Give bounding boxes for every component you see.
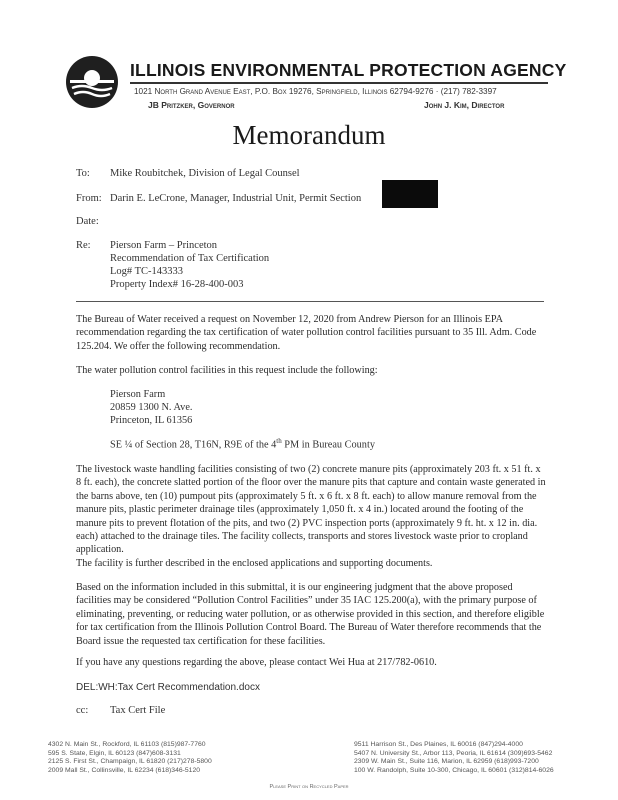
from-value: Darin E. LeCrone, Manager, Industrial Unit, Permit Section <box>110 193 362 204</box>
footer-address: 9511 Harrison St., Des Plaines, IL 60016 (847)294-4000 <box>354 741 523 748</box>
paragraph-request: The Bureau of Water received a request on November 12, 2020 from Andrew Pierson for an Illinois EPA recommendation regarding the tax certification of water pollution control facilities pursuant to 35 Ill. Adm. Code 125.204. We offer the following recommendation. <box>76 314 537 352</box>
footer-offices-right <box>354 741 554 775</box>
footer-address: 2125 S. First St., Champaign, IL 61820 (217)278-5800 <box>48 758 212 766</box>
facility-location <box>110 437 375 450</box>
paragraph-facilities-intro: The water pollution control facilities in this request include the following: <box>76 365 378 376</box>
paragraph-description: The livestock waste handling facilities consisting of two (2) concrete manure pits (approximately 203 ft. x 51 ft. x 8 ft. each), the concrete slatted portion of the floor over the manure pits that capture and contain waste generated in the barns above, ten (10) pumpout pits (approximately 5 ft. x 6 ft. x 8 ft. each) to allow manure removal from the manure pits, plastic perimeter drainage tiles (approximately 1,050 ft. x 4 in.) located around the footing of the manure pits to prevent flotation of the pits, and two (2) PVC inspection ports (approximately 9 ft. ht. x 12 in. dia. each) attached to the drainage tiles. The facility collects, transports and stores livestock waste prior to cropland application. <box>76 464 546 556</box>
location-superscript: th <box>276 437 282 445</box>
footer-address: 2009 Mall St., Collinsville, IL 62234 (618)346-5120 <box>48 766 201 774</box>
file-reference: DEL:WH:Tax Cert Recommendation.docx <box>76 682 260 693</box>
location-text: SE ¼ of Section 28, T16N, R9E of the 4 <box>110 439 277 451</box>
to-value: Mike Roubitchek, Division of Legal Counsel <box>110 168 300 179</box>
to-label: To: <box>76 168 90 179</box>
agency-name: ILLINOIS ENVIRONMENTAL PROTECTION AGENCY <box>130 60 567 80</box>
letterhead-rule <box>130 82 548 84</box>
redaction-box <box>382 180 438 208</box>
paragraph-enclosed: The facility is further described in the enclosed applications and supporting documents. <box>76 558 433 569</box>
agency-address: 1021 North Grand Avenue East, P.O. Box 19276, Springfield, Illinois 62794-9276 · (217) 782-3397 <box>134 87 497 96</box>
agency-seal-logo <box>64 54 120 110</box>
footer-address: 5407 N. University St., Arbor 113, Peoria, IL 61614 (309)693-5462 <box>354 749 553 757</box>
paragraph-judgment: Based on the information included in this submittal, it is our engineering judgment that the above proposed facilities may be considered “Pollution Control Facilities” under 35 IAC 125.200(a), with the primary purpose of eliminating, preventing, or reducing water pollution, or as otherwise provided in this section, and therefore eligible for tax certification from the Illinois Pollution Control Board. The Bureau of Water therefore recommends that the Board issue the requested tax certification for these facilities. <box>76 582 545 647</box>
governor-name: JB Pritzker, Governor <box>148 100 235 110</box>
facility-city: Princeton, IL 61356 <box>110 415 193 426</box>
memo-title: Memorandum <box>232 120 386 150</box>
paragraph-contact: If you have any questions regarding the above, please contact Wei Hua at 217/782-0610. <box>76 657 437 668</box>
facility-street: 20859 1300 N. Ave. <box>110 402 193 413</box>
recycled-paper-note: Please Print on Recycled Paper <box>269 784 349 790</box>
date-label: Date: <box>76 216 99 227</box>
footer-address: 2309 W. Main St., Suite 116, Marion, IL 62959 (618)993-7200 <box>354 758 539 766</box>
re-line: Property Index# 16-28-400-003 <box>110 279 244 290</box>
location-text-end: PM in Bureau County <box>281 439 375 451</box>
re-line: Pierson Farm – Princeton <box>110 240 218 251</box>
footer-address: 595 S. State, Elgin, IL 60123 (847)608-3131 <box>48 749 181 757</box>
footer-address: 100 W. Randolph, Suite 10-300, Chicago, IL 60601 (312)814-6026 <box>354 766 554 774</box>
cc-label: cc: <box>76 705 89 716</box>
re-label: Re: <box>76 240 91 251</box>
facility-name: Pierson Farm <box>110 389 166 400</box>
footer-address: 4302 N. Main St., Rockford, IL 61103 (815)987-7760 <box>48 741 206 748</box>
cc-value: Tax Cert File <box>110 705 166 716</box>
from-label: From: <box>76 193 102 204</box>
re-line: Recommendation of Tax Certification <box>110 253 270 264</box>
director-name: John J. Kim, Director <box>424 100 505 110</box>
re-line: Log# TC-143333 <box>110 266 184 277</box>
header-divider <box>76 301 544 302</box>
footer-offices-left <box>48 741 212 775</box>
